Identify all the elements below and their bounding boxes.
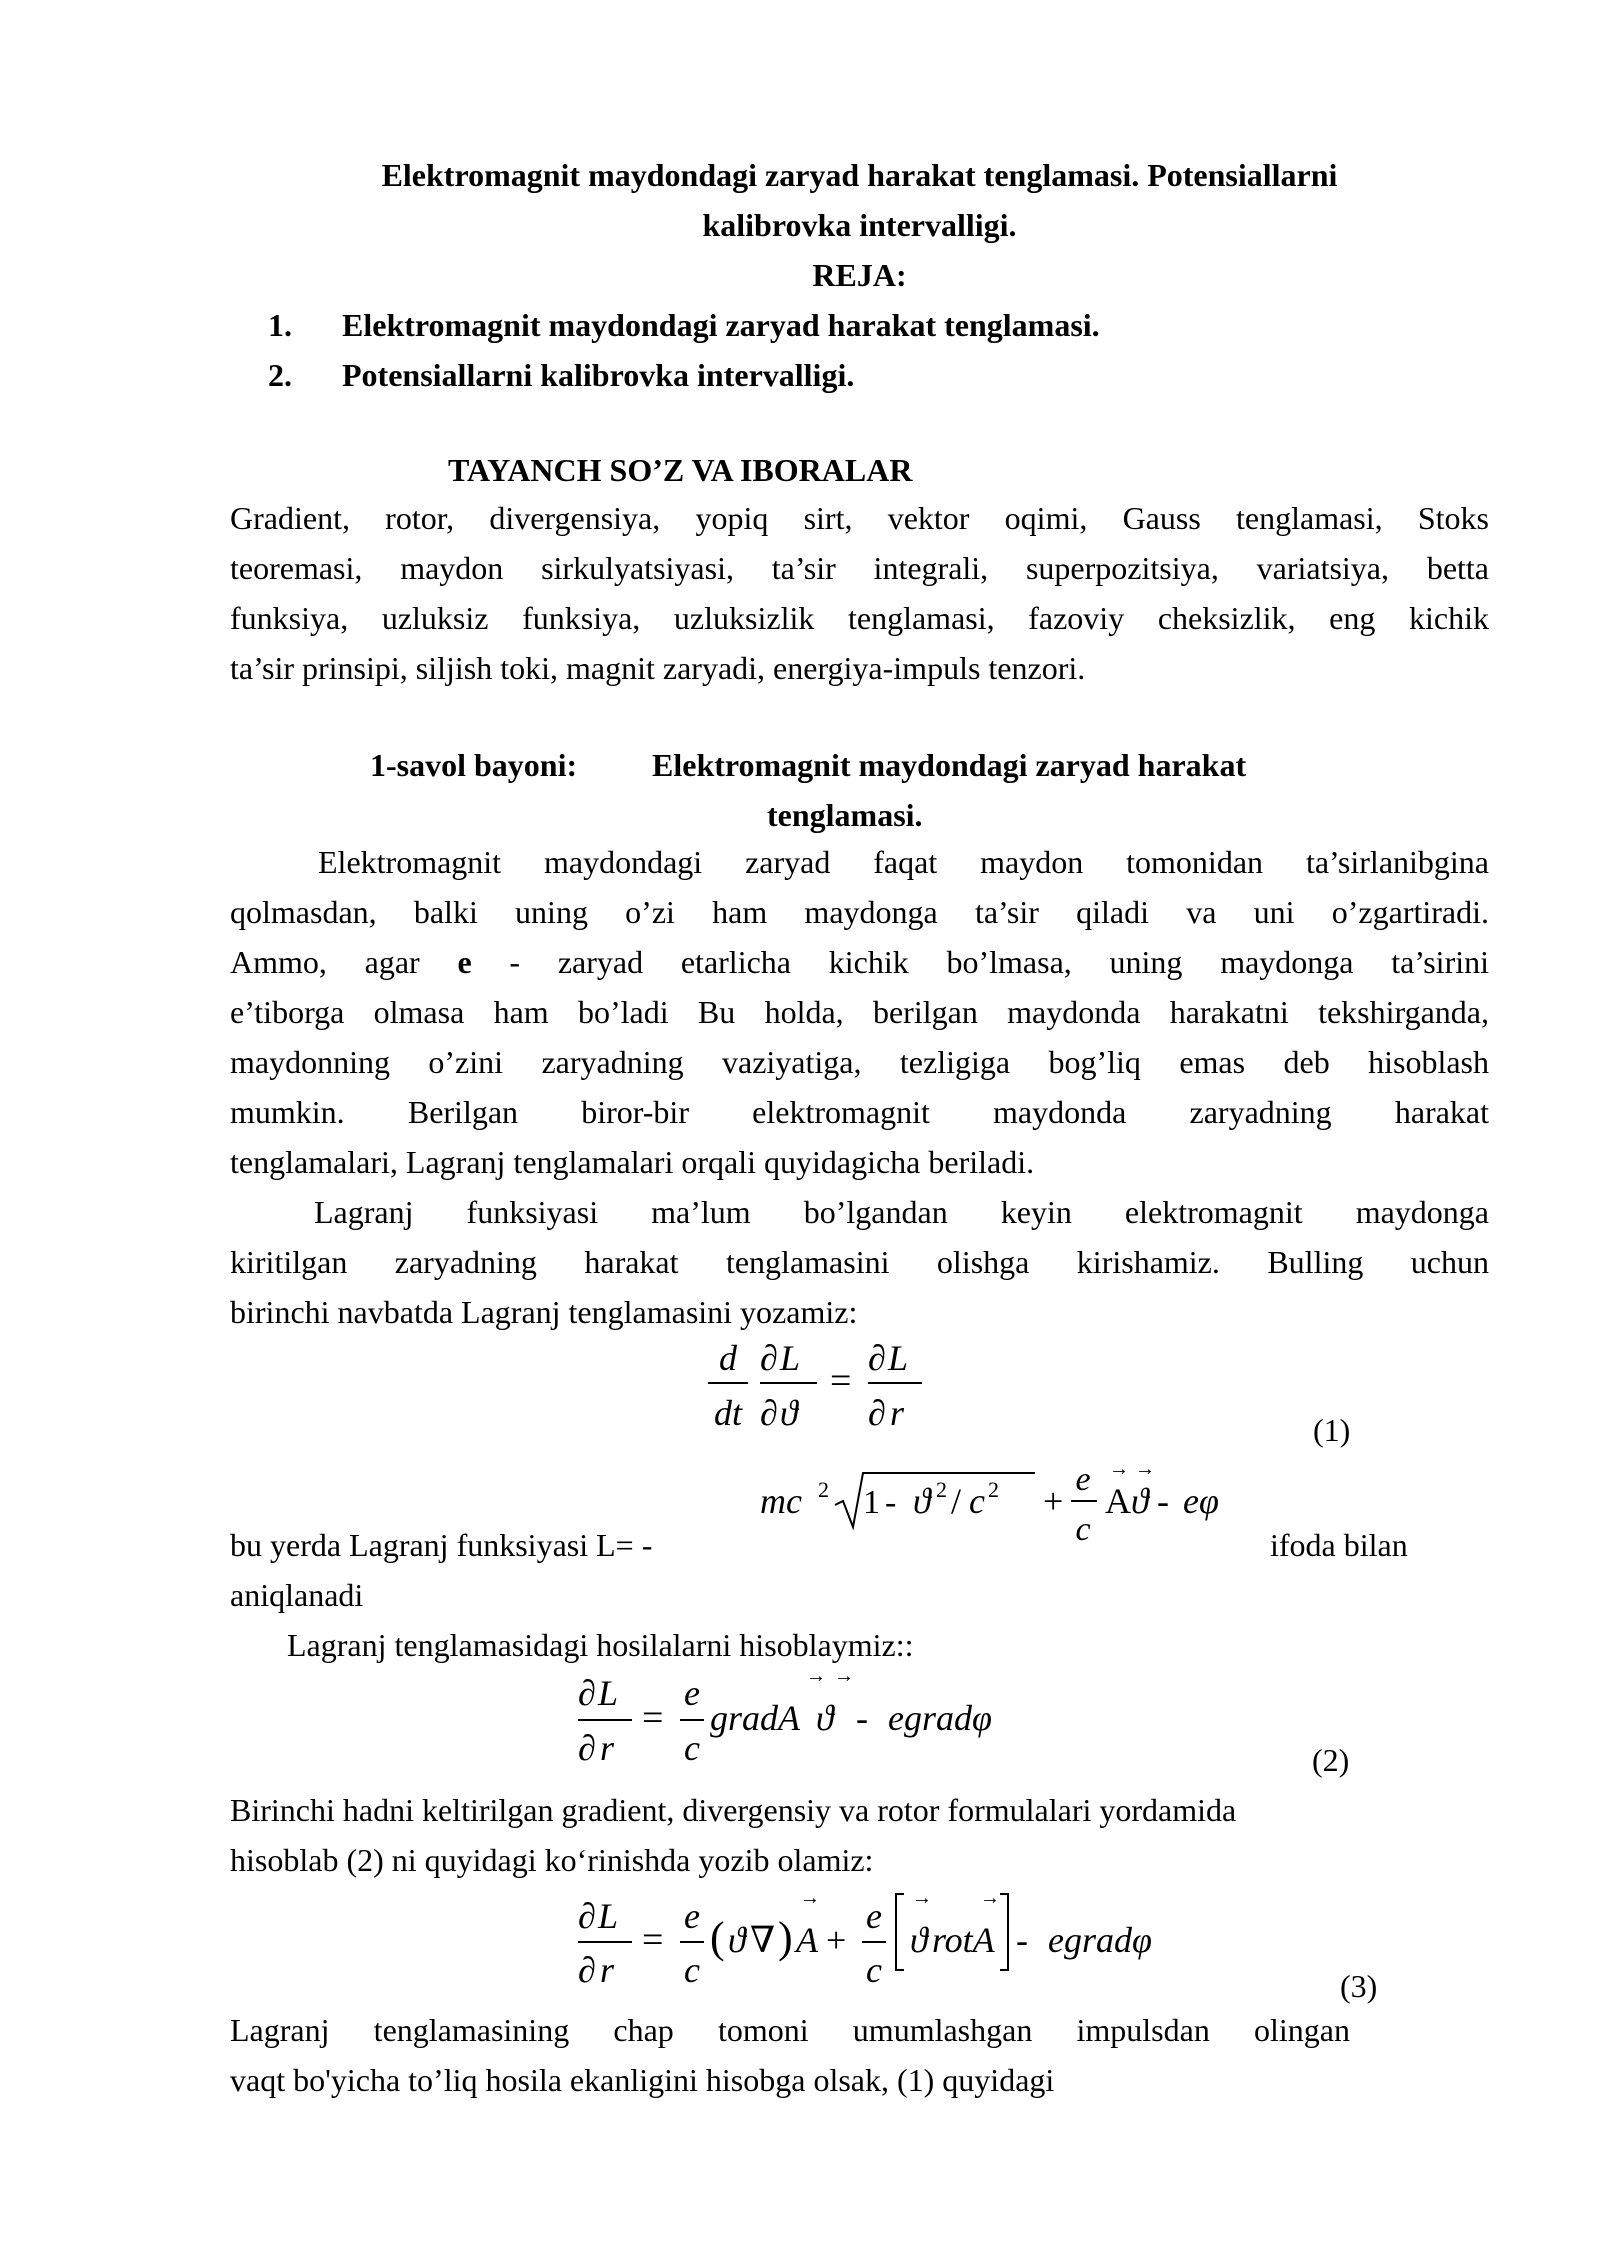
svg-text:+: + — [826, 1920, 847, 1960]
svg-text:e: e — [684, 1673, 700, 1713]
svg-text:2: 2 — [936, 1477, 947, 1502]
equation-1-graphic — [700, 1335, 940, 1450]
keywords-line-2: teoremasi, maydon sirkulyatsiyasi, ta’sir integrali, superpozitsiya, variatsiya, betta — [230, 550, 1489, 586]
svg-text:∂: ∂ — [578, 1673, 596, 1713]
svg-text:c: c — [866, 1950, 882, 1990]
svg-text:egradφ: egradφ — [1048, 1920, 1152, 1960]
paragraph-intro-line-1: Elektromagnit maydondagi zaryad faqat maydon tomonidan ta’sirlanibgina — [318, 844, 1489, 880]
svg-text:eφ: eφ — [1183, 1481, 1219, 1521]
svg-text:e: e — [1075, 1461, 1091, 1498]
equation-2 — [570, 1660, 1070, 1780]
keywords-line-3: funksiya, uzluksiz funksiya, uzluksizlik tenglamasi, fazoviy cheksizlik, eng kichik — [230, 600, 1489, 636]
svg-text:L: L — [598, 1896, 619, 1936]
svg-text:-: - — [856, 1698, 868, 1738]
document-title-line2: kalibrovka intervalligi. — [702, 207, 1017, 243]
lagrangian-expression — [755, 1455, 1275, 1570]
equation-1 — [700, 1335, 940, 1455]
paragraph-intro-line-3-start: Ammo, agar — [230, 944, 458, 980]
svg-text:mc: mc — [760, 1481, 802, 1521]
svg-text:ϑ: ϑ — [728, 1920, 746, 1960]
equation-2-graphic — [570, 1660, 1070, 1775]
paragraph-intro-line-3-end: - zaryad etarlicha kichik bo’lmasa, uning maydonga ta’sirini — [471, 944, 1489, 980]
svg-text:→: → — [800, 1887, 820, 1909]
svg-text:∇: ∇ — [750, 1920, 776, 1960]
svg-text:→: → — [1135, 1458, 1155, 1480]
paragraph-momentum-line-2: vaqt bo'yicha to’liq hosila ekanligini hisobga olsak, (1) quyidagi — [230, 2062, 1055, 2098]
svg-text:-: - — [1016, 1920, 1028, 1960]
svg-text:2: 2 — [988, 1477, 999, 1502]
svg-text:ϑ: ϑ — [913, 1481, 931, 1521]
derivatives-intro: Lagranj tenglamasidagi hosilalarni hisoblaymiz:: — [287, 1627, 914, 1663]
svg-text:c: c — [969, 1481, 985, 1521]
paragraph-lagrange-line-1: Lagranj funksiyasi ma’lum bo’lgandan keyin elektromagnit maydonga — [314, 1194, 1489, 1230]
paragraph-intro-line-3 — [230, 937, 1489, 987]
svg-text:∂: ∂ — [760, 1393, 778, 1433]
paragraph-intro — [230, 837, 1489, 1187]
svg-text:ϑ: ϑ — [780, 1393, 798, 1433]
equation-3-graphic — [570, 1878, 1210, 1998]
svg-text:ϑ: ϑ — [910, 1920, 928, 1960]
paragraph-momentum-line-1: Lagranj tenglamasining chap tomoni umumlashgan impulsdan olingan — [230, 2012, 1350, 2048]
svg-text:e: e — [866, 1896, 882, 1936]
svg-text:1: 1 — [863, 1484, 880, 1521]
svg-text:-: - — [885, 1484, 897, 1521]
plan-item-2-text: Potensiallarni kalibrovka intervalligi. — [342, 357, 855, 393]
svg-text:e: e — [684, 1896, 700, 1936]
svg-text:egradφ: egradφ — [888, 1698, 992, 1738]
svg-text:dt: dt — [713, 1393, 743, 1433]
svg-text:∂: ∂ — [868, 1393, 886, 1433]
plan-item-2-number: 2. — [268, 357, 292, 393]
svg-text:L: L — [888, 1338, 909, 1378]
svg-text:→: → — [1109, 1458, 1129, 1480]
svg-text:r: r — [890, 1393, 905, 1433]
svg-text:c: c — [684, 1728, 700, 1768]
svg-text:ϑ: ϑ — [816, 1698, 834, 1738]
paragraph-lagrange-line-3: birinchi navbatda Lagranj tenglamasini yozamiz: — [230, 1294, 858, 1330]
plan-item-1-number: 1. — [268, 307, 292, 343]
svg-text:d: d — [719, 1338, 737, 1378]
keywords-line-1: Gradient, rotor, divergensiya, yopiq sirt, vektor oqimi, Gauss tenglamasi, Stoks — [230, 500, 1489, 536]
paragraph-lagrange-line-2: kiritilgan zaryadning harakat tenglamasini olishga kirishamiz. Bulling uchun — [230, 1244, 1489, 1280]
paragraph-gradient-line-2: hisoblab (2) ni quyidagi ko‘rinishda yozib olamiz: — [230, 1842, 874, 1878]
equation-3 — [570, 1878, 1210, 2003]
lagrangian-prefix: bu yerda Lagranj funksiyasi L= - — [230, 1527, 653, 1563]
svg-text:ϑ: ϑ — [1131, 1481, 1149, 1521]
question-title-line2: tenglamasi. — [767, 797, 923, 833]
svg-text:r: r — [600, 1950, 615, 1990]
paragraph-intro-line-5: maydonning o’zini zaryadning vaziyatiga, tezligiga bog’liq emas deb hisoblash — [230, 1044, 1489, 1080]
paragraph-intro-line-6: mumkin. Berilgan biror-bir elektromagnit maydonda zaryadning harakat — [230, 1094, 1489, 1130]
svg-text:/: / — [951, 1481, 962, 1521]
lagrangian-suffix: ifoda bilan — [1270, 1527, 1408, 1563]
equation-2-number: (2) — [1312, 1742, 1350, 1778]
plan-item-1-text: Elektromagnit maydondagi zaryad harakat tenglamasi. — [342, 307, 1100, 343]
question-label: 1-savol bayoni: — [370, 747, 578, 783]
svg-text:(: ( — [710, 1913, 725, 1962]
document-title-line1: Elektromagnit maydondagi zaryad harakat tenglamasi. Potensiallarni — [381, 157, 1338, 193]
svg-text:=: = — [642, 1919, 664, 1961]
svg-text:L: L — [780, 1338, 801, 1378]
svg-text:∂: ∂ — [578, 1896, 596, 1936]
svg-text:L: L — [598, 1673, 619, 1713]
keywords-line-4: ta’sir prinsipi, siljish toki, magnit zaryadi, energiya-impuls tenzori. — [230, 650, 1086, 686]
equation-3-number: (3) — [1340, 1968, 1378, 2004]
svg-text:c: c — [684, 1950, 700, 1990]
svg-text:→: → — [912, 1887, 932, 1909]
equation-1-number: (1) — [1313, 1412, 1351, 1448]
paragraph-momentum — [230, 2005, 1350, 2105]
svg-text:): ) — [778, 1913, 793, 1962]
svg-text:2: 2 — [818, 1477, 829, 1502]
svg-text:→: → — [806, 1665, 826, 1687]
svg-text:=: = — [642, 1697, 664, 1739]
paragraph-intro-line-2: qolmasdan, balki uning o’zi ham maydonga ta’sir qiladi va uni o’zgartiradi. — [230, 894, 1489, 930]
svg-text:rotA: rotA — [932, 1920, 995, 1960]
svg-text:+: + — [1043, 1481, 1064, 1521]
svg-text:→: → — [834, 1665, 854, 1687]
paragraph-intro-line-4: e’tiborga olmasa ham bo’ladi Bu holda, berilgan maydonda harakatni tekshirganda, — [230, 994, 1489, 1030]
keywords-paragraph — [230, 493, 1489, 693]
paragraph-gradient-line-1: Birinchi hadni keltirilgan gradient, divergensiy va rotor formulalari yordamida — [230, 1792, 1237, 1828]
svg-text:-: - — [1157, 1481, 1169, 1521]
svg-text:∂: ∂ — [578, 1950, 596, 1990]
lagrangian-continuation: aniqlanadi — [230, 1577, 364, 1613]
svg-text:A: A — [1105, 1481, 1131, 1521]
svg-text:c: c — [1075, 1511, 1091, 1548]
svg-text:∂: ∂ — [760, 1338, 778, 1378]
paragraph-intro-line-7: tenglamalari, Lagranj tenglamalari orqali quyidagicha beriladi. — [230, 1144, 1035, 1180]
charge-symbol-e: e — [457, 944, 472, 980]
svg-text:∂: ∂ — [868, 1338, 886, 1378]
question-title-line1: Elektromagnit maydondagi zaryad harakat — [652, 747, 1247, 783]
keywords-heading: TAYANCH SO’Z VA IBORALAR — [448, 452, 913, 488]
svg-text:=: = — [830, 1360, 852, 1402]
svg-text:∂: ∂ — [578, 1728, 596, 1768]
paragraph-lagrange — [230, 1187, 1489, 1337]
svg-text:gradA: gradA — [710, 1698, 800, 1738]
svg-text:→: → — [980, 1887, 1000, 1909]
lagrangian-graphic — [755, 1455, 1275, 1565]
svg-text:r: r — [600, 1728, 615, 1768]
plan-heading: REJA: — [812, 257, 907, 293]
svg-text:A: A — [796, 1920, 818, 1960]
